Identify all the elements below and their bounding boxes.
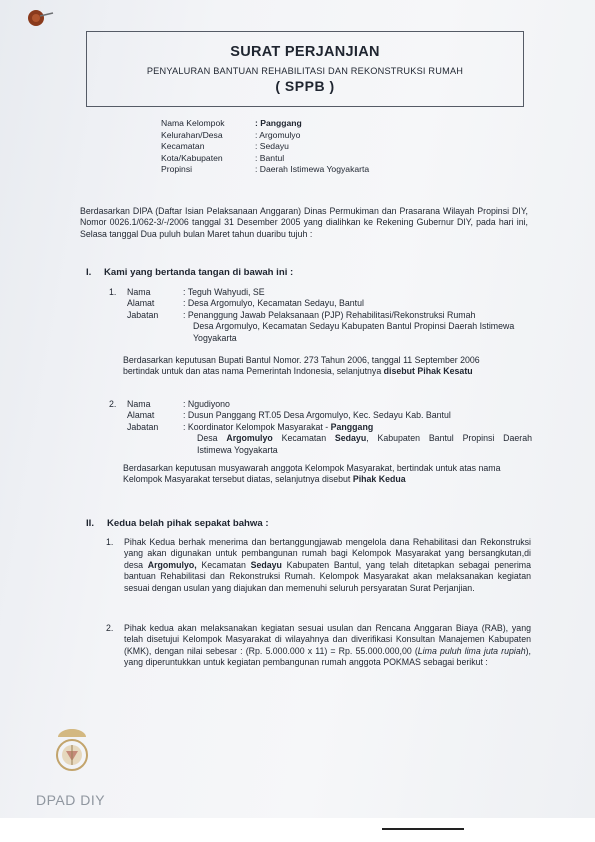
name-label: Nama <box>127 287 151 297</box>
section-number: II. <box>86 518 94 529</box>
party-2-position-row-3 <box>109 445 547 456</box>
party-designation: Pihak Kedua <box>352 474 406 485</box>
party-1-details <box>109 287 543 344</box>
spacer <box>109 422 123 433</box>
spacer <box>109 321 193 332</box>
info-row-village <box>161 130 369 142</box>
watermark: DPAD DIY <box>36 792 106 808</box>
info-row-province <box>161 164 369 176</box>
item-text-part: ), yang diperuntukkan untuk kegiatan pembangunan rumah anggota POKMAS sebagai berikut : <box>124 645 531 668</box>
address-label: Alamat <box>127 410 155 421</box>
item-number: 2. <box>106 623 114 633</box>
intro-paragraph: Berdasarkan DIPA (Daftar Isian Pelaksanaan Anggaran) Dinas Permukiman dan Prasarana Wilayah Propinsi DIY, Nomor 0026.1/062-3/-/2006 tanggal 31 Desember 2005 yang dialihkan ke Rekening Gubernur DIY, pada hari ini, Selasa tanggal Dua puluh bulan Maret tahun duaribu tujuh : <box>80 206 528 239</box>
info-value: : Bantul <box>255 152 285 163</box>
party-2-position-row <box>109 422 547 433</box>
section-title: Kedua belah pihak sepakat bahwa : <box>107 518 269 529</box>
spacer <box>109 433 197 444</box>
position-text: , Kabupaten Bantul Propinsi Daerah <box>366 433 533 444</box>
group-info <box>161 118 369 176</box>
position-value-continued: Istimewa Yogyakarta <box>197 444 278 455</box>
party-number: 2. <box>109 399 117 409</box>
basis-line: Berdasarkan keputusan musyawarah anggota Kelompok Masyarakat, bertindak untuk atas nama <box>123 463 501 473</box>
position-text: Kecamatan <box>272 433 335 444</box>
item-text-part: Kecamatan <box>196 559 251 570</box>
basis-text: bertindak untuk dan atas nama Pemerintah Indonesia, selanjutnya <box>123 366 384 377</box>
info-label: Propinsi <box>161 164 193 175</box>
page-margin <box>0 818 595 842</box>
position-value <box>183 422 533 433</box>
party-2-details <box>109 399 547 456</box>
party-1-basis <box>123 355 480 378</box>
party-designation: disebut Pihak Kesatu <box>383 366 473 377</box>
basis-text: Kelompok Masyarakat tersebut diatas, selanjutnya disebut <box>123 474 353 485</box>
position-text: : Koordinator Kelompok Masyarakat - <box>183 421 331 432</box>
item-text <box>124 537 531 594</box>
pushpin-icon <box>26 6 54 30</box>
name-value: : Ngudiyono <box>183 399 230 409</box>
party-2-position-row-2 <box>109 433 547 444</box>
spacer <box>109 445 197 456</box>
title-box <box>86 31 524 107</box>
party-1-position-row <box>109 310 543 321</box>
document-subtitle: PENYALURAN BANTUAN REHABILITASI DAN REKONSTRUKSI RUMAH <box>146 66 464 76</box>
address-value: : Desa Argomulyo, Kecamatan Sedayu, Bantul <box>183 298 364 309</box>
village-name: Argomulyo, <box>147 559 197 570</box>
info-label: Nama Kelompok <box>161 118 225 128</box>
basis-line <box>123 474 501 485</box>
item-text-part: Pihak Kedua berhak menerima dan bertanggungjawab mengelola dana Rehabilitasi dan Rekonstruksi yang akan digunakan untuk pembangunan rumah bagi Kelompok Masyarakat yang bersangkutan,di desa <box>124 537 531 570</box>
info-label: Kelurahan/Desa <box>161 129 223 140</box>
party-2-name-row <box>109 399 547 410</box>
address-value: : Dusun Panggang RT.05 Desa Argomulyo, Kec. Sedayu Kab. Bantul <box>183 410 451 421</box>
district-name: Sedayu <box>334 433 367 444</box>
position-value-continued <box>197 433 532 444</box>
info-value: : Argomulyo <box>255 129 301 140</box>
party-number: 1. <box>109 287 117 297</box>
footer-rule <box>382 828 464 830</box>
position-value-continued: Desa Argomulyo, Kecamatan Sedayu Kabupaten Bantul Propinsi Daerah Istimewa <box>193 321 515 332</box>
party-1-position-row-3 <box>109 333 543 344</box>
item-text-part: Pihak kedua akan melaksanakan kegiatan sesuai usulan dan Rencana Anggaran Biaya (RAB), yang telah disetujui Kelompok Masyarakat di wilayahnya dan diverifikasi Konsultan Manajemen Kabupaten (KMK), dengan nilai sebesar : (Rp. 5.000.000 x 11) = Rp. 55.000.000,00 ( <box>124 623 531 656</box>
basis-line: Berdasarkan keputusan Bupati Bantul Nomor. 273 Tahun 2006, tanggal 11 September 2006 <box>123 355 480 365</box>
position-text: Desa <box>197 433 227 444</box>
amount-in-words: Lima puluh lima juta rupiah <box>417 645 526 656</box>
document-title: SURAT PERJANJIAN <box>230 44 380 60</box>
party-2-address-row <box>109 410 547 421</box>
name-label: Nama <box>127 399 151 409</box>
item-text <box>124 623 531 669</box>
position-value-continued: Yogyakarta <box>193 332 237 343</box>
info-label: Kota/Kabupaten <box>161 152 223 163</box>
basis-line <box>123 366 480 377</box>
spacer <box>109 298 123 309</box>
party-1-address-row <box>109 298 543 309</box>
section-title: Kami yang bertanda tangan di bawah ini : <box>104 267 294 278</box>
party-2-basis <box>123 463 501 486</box>
village-name: Argomulyo <box>226 433 273 444</box>
info-row-district <box>161 141 369 153</box>
info-value: : Sedayu <box>255 141 289 152</box>
document-abbreviation: ( SPPB ) <box>275 78 335 94</box>
spacer <box>109 333 193 344</box>
info-row-group-name <box>161 118 369 130</box>
info-value: : Panggang <box>255 118 302 128</box>
spacer <box>109 310 123 321</box>
item-number: 1. <box>106 537 114 547</box>
item-text-part: Kabupaten Bantul, yang telah ditetapkan sebagai penerima bantuan Rehabilitasi dan Rekonstruksi Rumah. Kelompok Masyarakat akan melaksanakan kegiatan sesuai dengan usulan yang diajukan dan memenuhi seluruh persyaratan Surat Perjanjian. <box>124 559 531 593</box>
position-label: Jabatan <box>127 309 159 320</box>
position-label: Jabatan <box>127 421 159 432</box>
name-value: : Teguh Wahyudi, SE <box>183 287 265 297</box>
section-number: I. <box>86 267 92 278</box>
seal-emblem-icon <box>50 727 94 775</box>
info-label: Kecamatan <box>161 141 205 152</box>
address-label: Alamat <box>127 298 155 309</box>
group-name: Panggang <box>330 421 374 432</box>
spacer <box>109 410 123 421</box>
party-1-name-row <box>109 287 543 298</box>
party-1-position-row-2 <box>109 321 543 332</box>
district-name: Sedayu <box>250 559 282 570</box>
position-value: : Penanggung Jawab Pelaksanaan (PJP) Rehabilitasi/Rekonstruksi Rumah <box>183 309 476 320</box>
info-row-regency <box>161 153 369 165</box>
info-value: : Daerah Istimewa Yogyakarta <box>255 164 370 175</box>
